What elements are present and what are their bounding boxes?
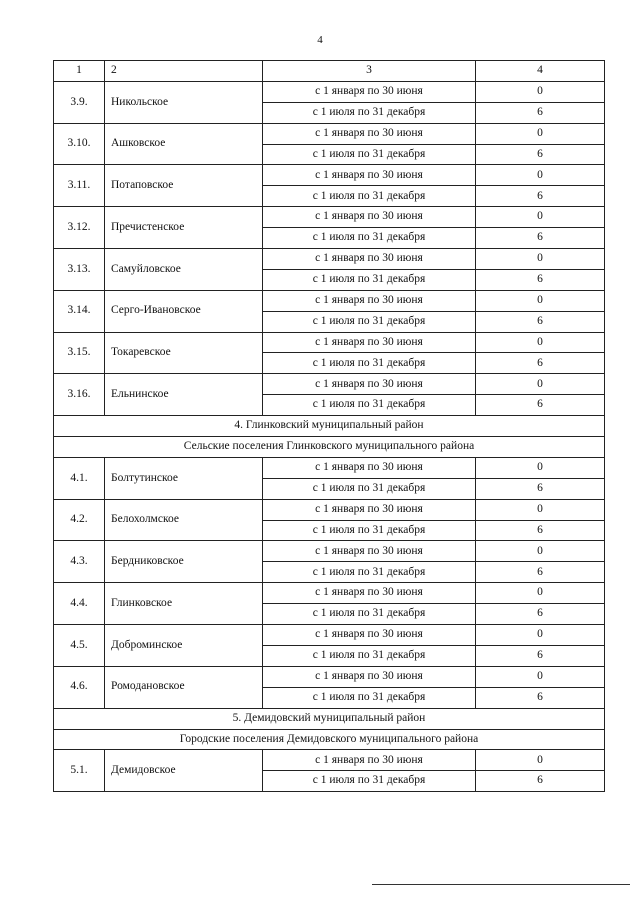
table-row [54, 457, 605, 478]
period-cell: с 1 января по 30 июня [263, 207, 476, 228]
period-cell: с 1 июля по 31 декабря [263, 520, 476, 541]
settlement-name: Токаревское [105, 332, 263, 374]
value-cell: 0 [476, 332, 605, 353]
period-cell: с 1 июля по 31 декабря [263, 353, 476, 374]
row-number: 4.5. [54, 625, 105, 667]
period-cell: с 1 января по 30 июня [263, 332, 476, 353]
period-cell: с 1 июля по 31 декабря [263, 645, 476, 666]
table-row [54, 332, 605, 353]
period-cell: с 1 июля по 31 декабря [263, 687, 476, 708]
value-cell: 0 [476, 165, 605, 186]
row-number: 3.13. [54, 249, 105, 291]
value-cell: 6 [476, 562, 605, 583]
row-number: 4.6. [54, 666, 105, 708]
header-row [54, 61, 605, 82]
settlement-name: Ельнинское [105, 374, 263, 416]
period-cell: с 1 июля по 31 декабря [263, 186, 476, 207]
section-heading: Сельские поселения Глинковского муниципального района [54, 437, 605, 458]
header-cell: 1 [54, 61, 105, 82]
value-cell: 0 [476, 290, 605, 311]
value-cell: 6 [476, 687, 605, 708]
settlement-name: Пречистенское [105, 207, 263, 249]
value-cell: 0 [476, 249, 605, 270]
row-number: 3.9. [54, 81, 105, 123]
settlement-name: Доброминское [105, 625, 263, 667]
section-row [54, 416, 605, 437]
period-cell: с 1 января по 30 июня [263, 457, 476, 478]
value-cell: 6 [476, 520, 605, 541]
tariff-table [53, 60, 605, 792]
value-cell: 0 [476, 750, 605, 771]
table-row [54, 81, 605, 102]
value-cell: 0 [476, 625, 605, 646]
value-cell: 6 [476, 144, 605, 165]
section-row [54, 729, 605, 750]
section-row [54, 437, 605, 458]
section-heading: 5. Демидовский муниципальный район [54, 708, 605, 729]
value-cell: 6 [476, 269, 605, 290]
row-number: 5.1. [54, 750, 105, 792]
period-cell: с 1 января по 30 июня [263, 249, 476, 270]
settlement-name: Болтутинское [105, 457, 263, 499]
period-cell: с 1 июля по 31 декабря [263, 478, 476, 499]
table-row [54, 290, 605, 311]
value-cell: 6 [476, 102, 605, 123]
table-row [54, 625, 605, 646]
settlement-name: Самуйловское [105, 249, 263, 291]
value-cell: 6 [476, 353, 605, 374]
value-cell: 0 [476, 583, 605, 604]
period-cell: с 1 января по 30 июня [263, 123, 476, 144]
settlement-name: Глинковское [105, 583, 263, 625]
row-number: 3.14. [54, 290, 105, 332]
table-row [54, 374, 605, 395]
table-body [54, 61, 605, 792]
settlement-name: Ромодановское [105, 666, 263, 708]
section-heading: 4. Глинковский муниципальный район [54, 416, 605, 437]
value-cell: 0 [476, 499, 605, 520]
table-row [54, 666, 605, 687]
value-cell: 0 [476, 457, 605, 478]
period-cell: с 1 января по 30 июня [263, 374, 476, 395]
row-number: 4.2. [54, 499, 105, 541]
table-row [54, 499, 605, 520]
value-cell: 6 [476, 478, 605, 499]
table-row [54, 249, 605, 270]
row-number: 3.15. [54, 332, 105, 374]
settlement-name: Бердниковское [105, 541, 263, 583]
row-number: 4.1. [54, 457, 105, 499]
row-number: 3.10. [54, 123, 105, 165]
period-cell: с 1 января по 30 июня [263, 499, 476, 520]
period-cell: с 1 января по 30 июня [263, 625, 476, 646]
period-cell: с 1 июля по 31 декабря [263, 311, 476, 332]
settlement-name: Ашковское [105, 123, 263, 165]
value-cell: 6 [476, 228, 605, 249]
period-cell: с 1 января по 30 июня [263, 81, 476, 102]
settlement-name: Демидовское [105, 750, 263, 792]
section-heading: Городские поселения Демидовского муниципального района [54, 729, 605, 750]
period-cell: с 1 января по 30 июня [263, 666, 476, 687]
value-cell: 6 [476, 604, 605, 625]
table-row [54, 207, 605, 228]
table-row [54, 123, 605, 144]
header-cell: 4 [476, 61, 605, 82]
row-number: 4.4. [54, 583, 105, 625]
value-cell: 0 [476, 541, 605, 562]
settlement-name: Серго-Ивановское [105, 290, 263, 332]
page-number: 4 [317, 34, 323, 46]
value-cell: 6 [476, 645, 605, 666]
value-cell: 0 [476, 374, 605, 395]
value-cell: 0 [476, 207, 605, 228]
period-cell: с 1 июля по 31 декабря [263, 102, 476, 123]
period-cell: с 1 июля по 31 декабря [263, 604, 476, 625]
period-cell: с 1 июля по 31 декабря [263, 269, 476, 290]
value-cell: 6 [476, 771, 605, 792]
table-row [54, 583, 605, 604]
footer-rule [372, 884, 630, 885]
row-number: 3.12. [54, 207, 105, 249]
table-row [54, 165, 605, 186]
period-cell: с 1 июля по 31 декабря [263, 771, 476, 792]
header-cell: 3 [263, 61, 476, 82]
row-number: 3.16. [54, 374, 105, 416]
period-cell: с 1 июля по 31 декабря [263, 395, 476, 416]
period-cell: с 1 января по 30 июня [263, 583, 476, 604]
row-number: 3.11. [54, 165, 105, 207]
period-cell: с 1 июля по 31 декабря [263, 228, 476, 249]
settlement-name: Потаповское [105, 165, 263, 207]
settlement-name: Никольское [105, 81, 263, 123]
header-cell: 2 [105, 61, 263, 82]
value-cell: 0 [476, 666, 605, 687]
value-cell: 0 [476, 81, 605, 102]
period-cell: с 1 января по 30 июня [263, 290, 476, 311]
value-cell: 0 [476, 123, 605, 144]
table-row [54, 750, 605, 771]
value-cell: 6 [476, 395, 605, 416]
row-number: 4.3. [54, 541, 105, 583]
period-cell: с 1 января по 30 июня [263, 541, 476, 562]
period-cell: с 1 января по 30 июня [263, 165, 476, 186]
section-row [54, 708, 605, 729]
period-cell: с 1 июля по 31 декабря [263, 562, 476, 583]
table-row [54, 541, 605, 562]
period-cell: с 1 января по 30 июня [263, 750, 476, 771]
settlement-name: Белохолмское [105, 499, 263, 541]
value-cell: 6 [476, 311, 605, 332]
value-cell: 6 [476, 186, 605, 207]
period-cell: с 1 июля по 31 декабря [263, 144, 476, 165]
